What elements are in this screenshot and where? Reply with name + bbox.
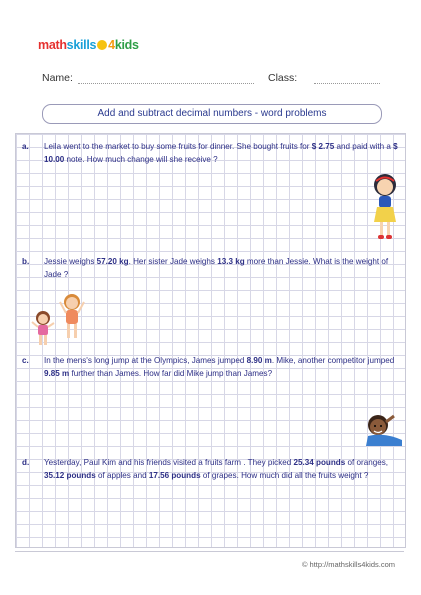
value-highlight: 35.12 pounds (44, 470, 96, 480)
two-girls-illustration (26, 292, 96, 348)
name-label: Name: (42, 72, 73, 84)
question-a (22, 141, 400, 166)
question-b (22, 256, 400, 281)
name-field[interactable] (78, 83, 254, 84)
site-logo (38, 38, 139, 56)
value-highlight: 25.34 pounds (293, 458, 346, 467)
footer-divider (15, 551, 404, 552)
class-label: Class: (268, 72, 298, 84)
question-c (22, 355, 400, 380)
logo-text-kids: kids (114, 38, 139, 52)
logo-sun-icon (97, 40, 107, 50)
class-field[interactable] (314, 83, 380, 84)
logo-text-skills: skills (66, 38, 97, 52)
question-letter: c. (22, 356, 29, 365)
value-highlight: 9.85 m (44, 368, 70, 378)
question-letter: b. (22, 257, 30, 266)
value-highlight: 57.20 kg (96, 257, 129, 266)
boy-illustration (364, 412, 404, 448)
question-text: In the mens's long jump at the Olympics, James jumped 8.90 m. Mike, another competitor jumped 9.85 m further than James. How far did Mike jump than James? (44, 356, 395, 378)
value-highlight: 17.56 pounds (148, 470, 201, 480)
question-text: Jessie weighs 57.20 kg. Her sister Jade weighs 13.3 kg more than Jessie. What is the weight of Jade ? (44, 257, 389, 279)
question-text: Yesterday, Paul Kim and his friends visited a fruits farm . They picked 25.34 pounds of oranges, 35.12 pounds of apples and 17.56 pounds of grapes. How much did all the fruits weight ? (44, 458, 389, 480)
question-letter: d. (22, 458, 30, 467)
question-d (22, 457, 400, 482)
question-text: Leila went to the market to buy some fruits for dinner. She bought fruits for $ 2.75 and paid with a $ 10.00 note. How much change will she receive ? (44, 142, 398, 164)
value-highlight: $ 2.75 (311, 142, 335, 151)
value-highlight: $ 10.00 (44, 142, 398, 164)
girl-illustration (370, 172, 400, 244)
logo-text-math: math (38, 38, 67, 52)
question-letter: a. (22, 142, 29, 151)
worksheet-title: Add and subtract decimal numbers - word problems (42, 104, 382, 124)
value-highlight: 13.3 kg (217, 257, 245, 266)
value-highlight: 8.90 m (246, 356, 272, 365)
logo-text-4: 4 (108, 38, 115, 52)
footer-copyright: © http://mathskills4kids.com (301, 560, 395, 569)
